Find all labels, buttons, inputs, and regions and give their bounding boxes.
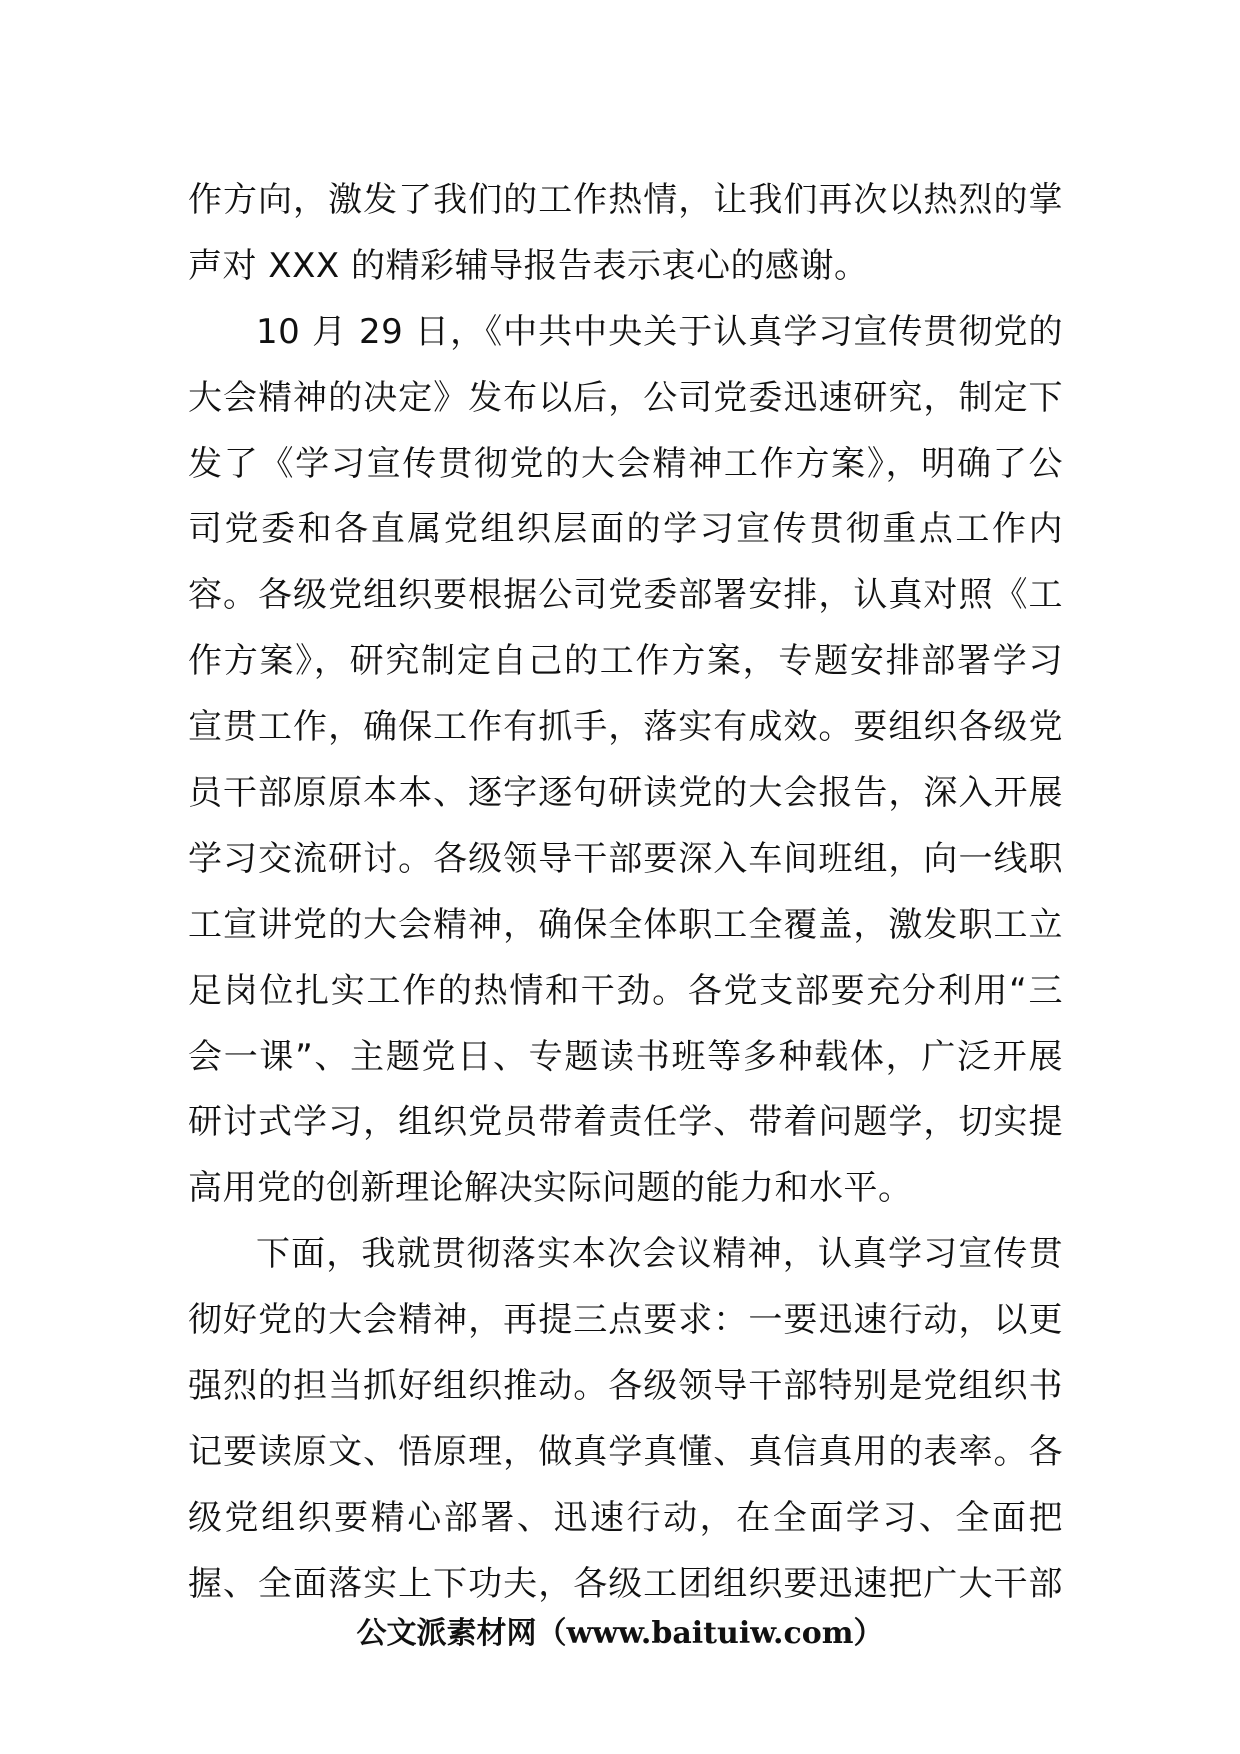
document-body (188, 168, 1063, 1618)
text-line: 工宣讲党的大会精神，确保全体职工全覆盖，激发职工立 (188, 904, 1063, 945)
paragraph (188, 168, 1063, 300)
text-line: 容。各级党组织要根据公司党委部署安排，认真对照《工 (188, 575, 1063, 616)
text-line: 司党委和各直属党组织层面的学习宣传贯彻重点工作内 (188, 509, 1063, 550)
footer-source-text: 公文派素材网（www.baituiw.com） (356, 1616, 884, 1651)
text-line: 高用党的创新理论解决实际问题的能力和水平。 (188, 1168, 913, 1209)
text-line: 会一课”、主题党日、专题读书班等多种载体，广泛开展 (188, 1036, 1063, 1077)
text-line: 10 月 29 日，《中共中央关于认真学习宣传贯彻党的 (256, 311, 1063, 352)
paragraph (188, 300, 1063, 1222)
text-line: 彻好党的大会精神，再提三点要求：一要迅速行动，以更 (188, 1300, 1063, 1341)
text-line: 员干部原原本本、逐字逐句研读党的大会报告，深入开展 (188, 773, 1063, 814)
text-line: 足岗位扎实工作的热情和干劲。各党支部要充分利用“三 (188, 970, 1063, 1011)
text-line: 握、全面落实上下功夫，各级工团组织要迅速把广大干部 (188, 1563, 1063, 1604)
text-line: 强烈的担当抓好组织推动。各级领导干部特别是党组织书 (188, 1366, 1063, 1407)
text-line: 大会精神的决定》发布以后，公司党委迅速研究，制定下 (188, 377, 1063, 418)
text-line: 记要读原文、悟原理，做真学真懂、真信真用的表率。各 (188, 1431, 1063, 1472)
text-line: 宣贯工作，确保工作有抓手，落实有成效。要组织各级党 (188, 707, 1063, 748)
text-line: 作方案》，研究制定自己的工作方案，专题安排部署学习 (188, 641, 1063, 682)
text-line: 下面，我就贯彻落实本次会议精神，认真学习宣传贯 (256, 1234, 1063, 1275)
text-line: 作方向，激发了我们的工作热情，让我们再次以热烈的掌 (188, 180, 1063, 220)
text-line: 学习交流研讨。各级领导干部要深入车间班组，向一线职 (188, 838, 1063, 879)
text-line: 发了《学习宣传贯彻党的大会精神工作方案》，明确了公 (188, 443, 1063, 484)
paragraph (188, 1222, 1063, 1617)
text-line: 级党组织要精心部署、迅速行动，在全面学习、全面把 (188, 1497, 1063, 1538)
text-line: 声对 XXX 的精彩辅导报告表示衷心的感谢。 (188, 245, 869, 286)
text-line: 研讨式学习，组织党员带着责任学、带着问题学，切实提 (188, 1102, 1063, 1143)
